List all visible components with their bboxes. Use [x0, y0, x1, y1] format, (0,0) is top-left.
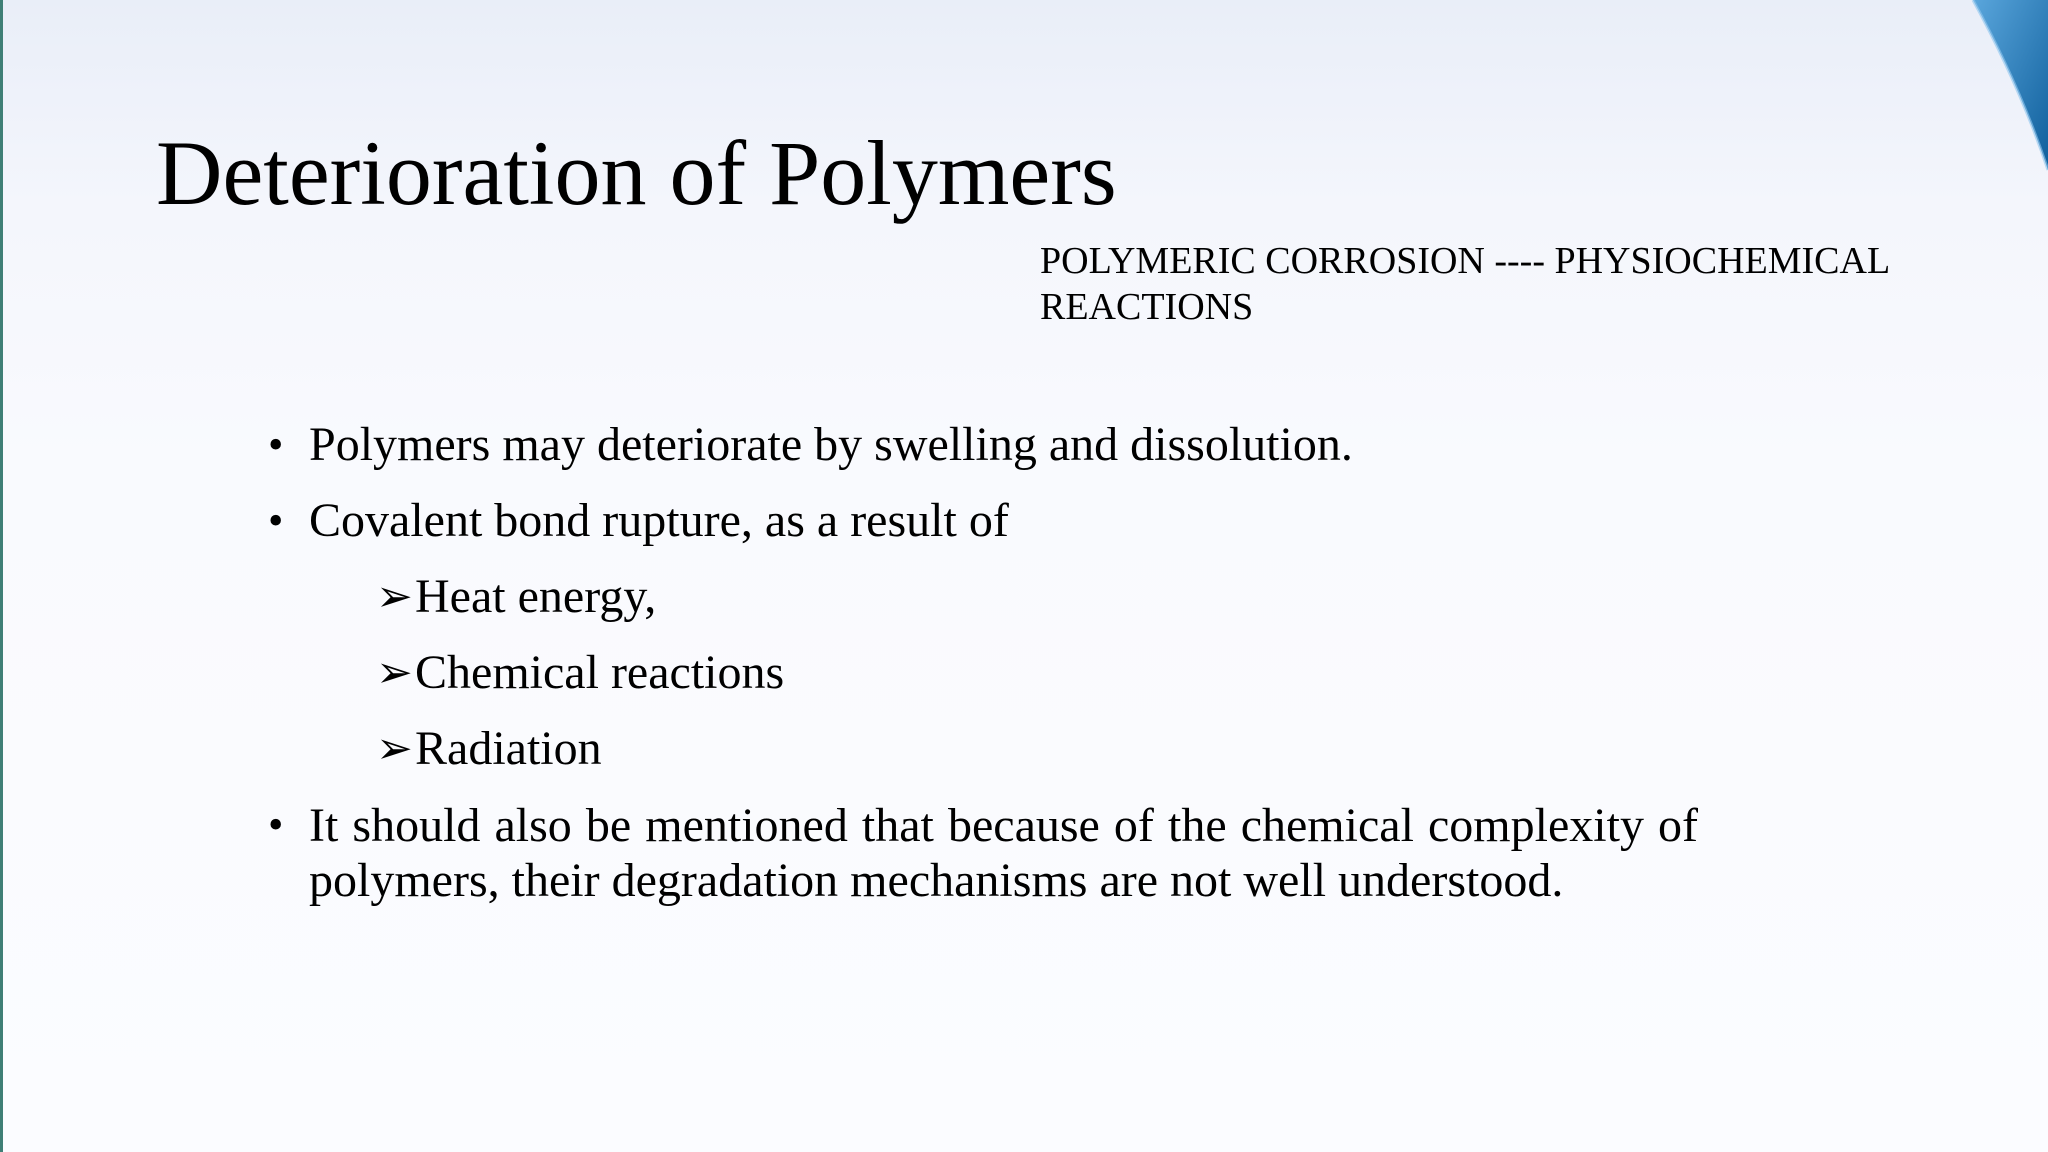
- bullet-list: [268, 418, 1698, 930]
- corner-swoosh-decoration: [1728, 0, 2048, 180]
- bullet-item: [268, 798, 1698, 908]
- sub-bullet-text: Heat energy,: [415, 570, 657, 623]
- left-edge-accent: [0, 0, 3, 1152]
- arrow-bullet-icon: ➢: [376, 724, 413, 773]
- sub-bullet-item: [268, 646, 1698, 700]
- sub-bullet-item: [268, 722, 1698, 776]
- slide-subtitle: POLYMERIC CORROSION ---- PHYSIOCHEMICAL REACTIONS: [1040, 240, 1891, 328]
- arrow-bullet-icon: ➢: [376, 648, 413, 697]
- sub-bullet-item: [268, 570, 1698, 624]
- bullet-text: It should also be mentioned that because of the chemical complexity of polymers, their degradation mechanisms are not well understood.: [309, 799, 1698, 907]
- bullet-text: Polymers may deteriorate by swelling and dissolution.: [309, 418, 1353, 471]
- bullet-marker: •: [268, 800, 284, 849]
- sub-bullet-text: Chemical reactions: [415, 646, 785, 699]
- bullet-text: Covalent bond rupture, as a result of: [309, 494, 1009, 547]
- bullet-item: [268, 418, 1698, 472]
- bullet-marker: •: [268, 496, 284, 545]
- bullet-marker: •: [268, 420, 284, 469]
- sub-bullet-text: Radiation: [415, 722, 602, 775]
- arrow-bullet-icon: ➢: [376, 572, 413, 621]
- slide-title: Deterioration of Polymers: [156, 122, 1117, 224]
- bullet-item: [268, 494, 1698, 548]
